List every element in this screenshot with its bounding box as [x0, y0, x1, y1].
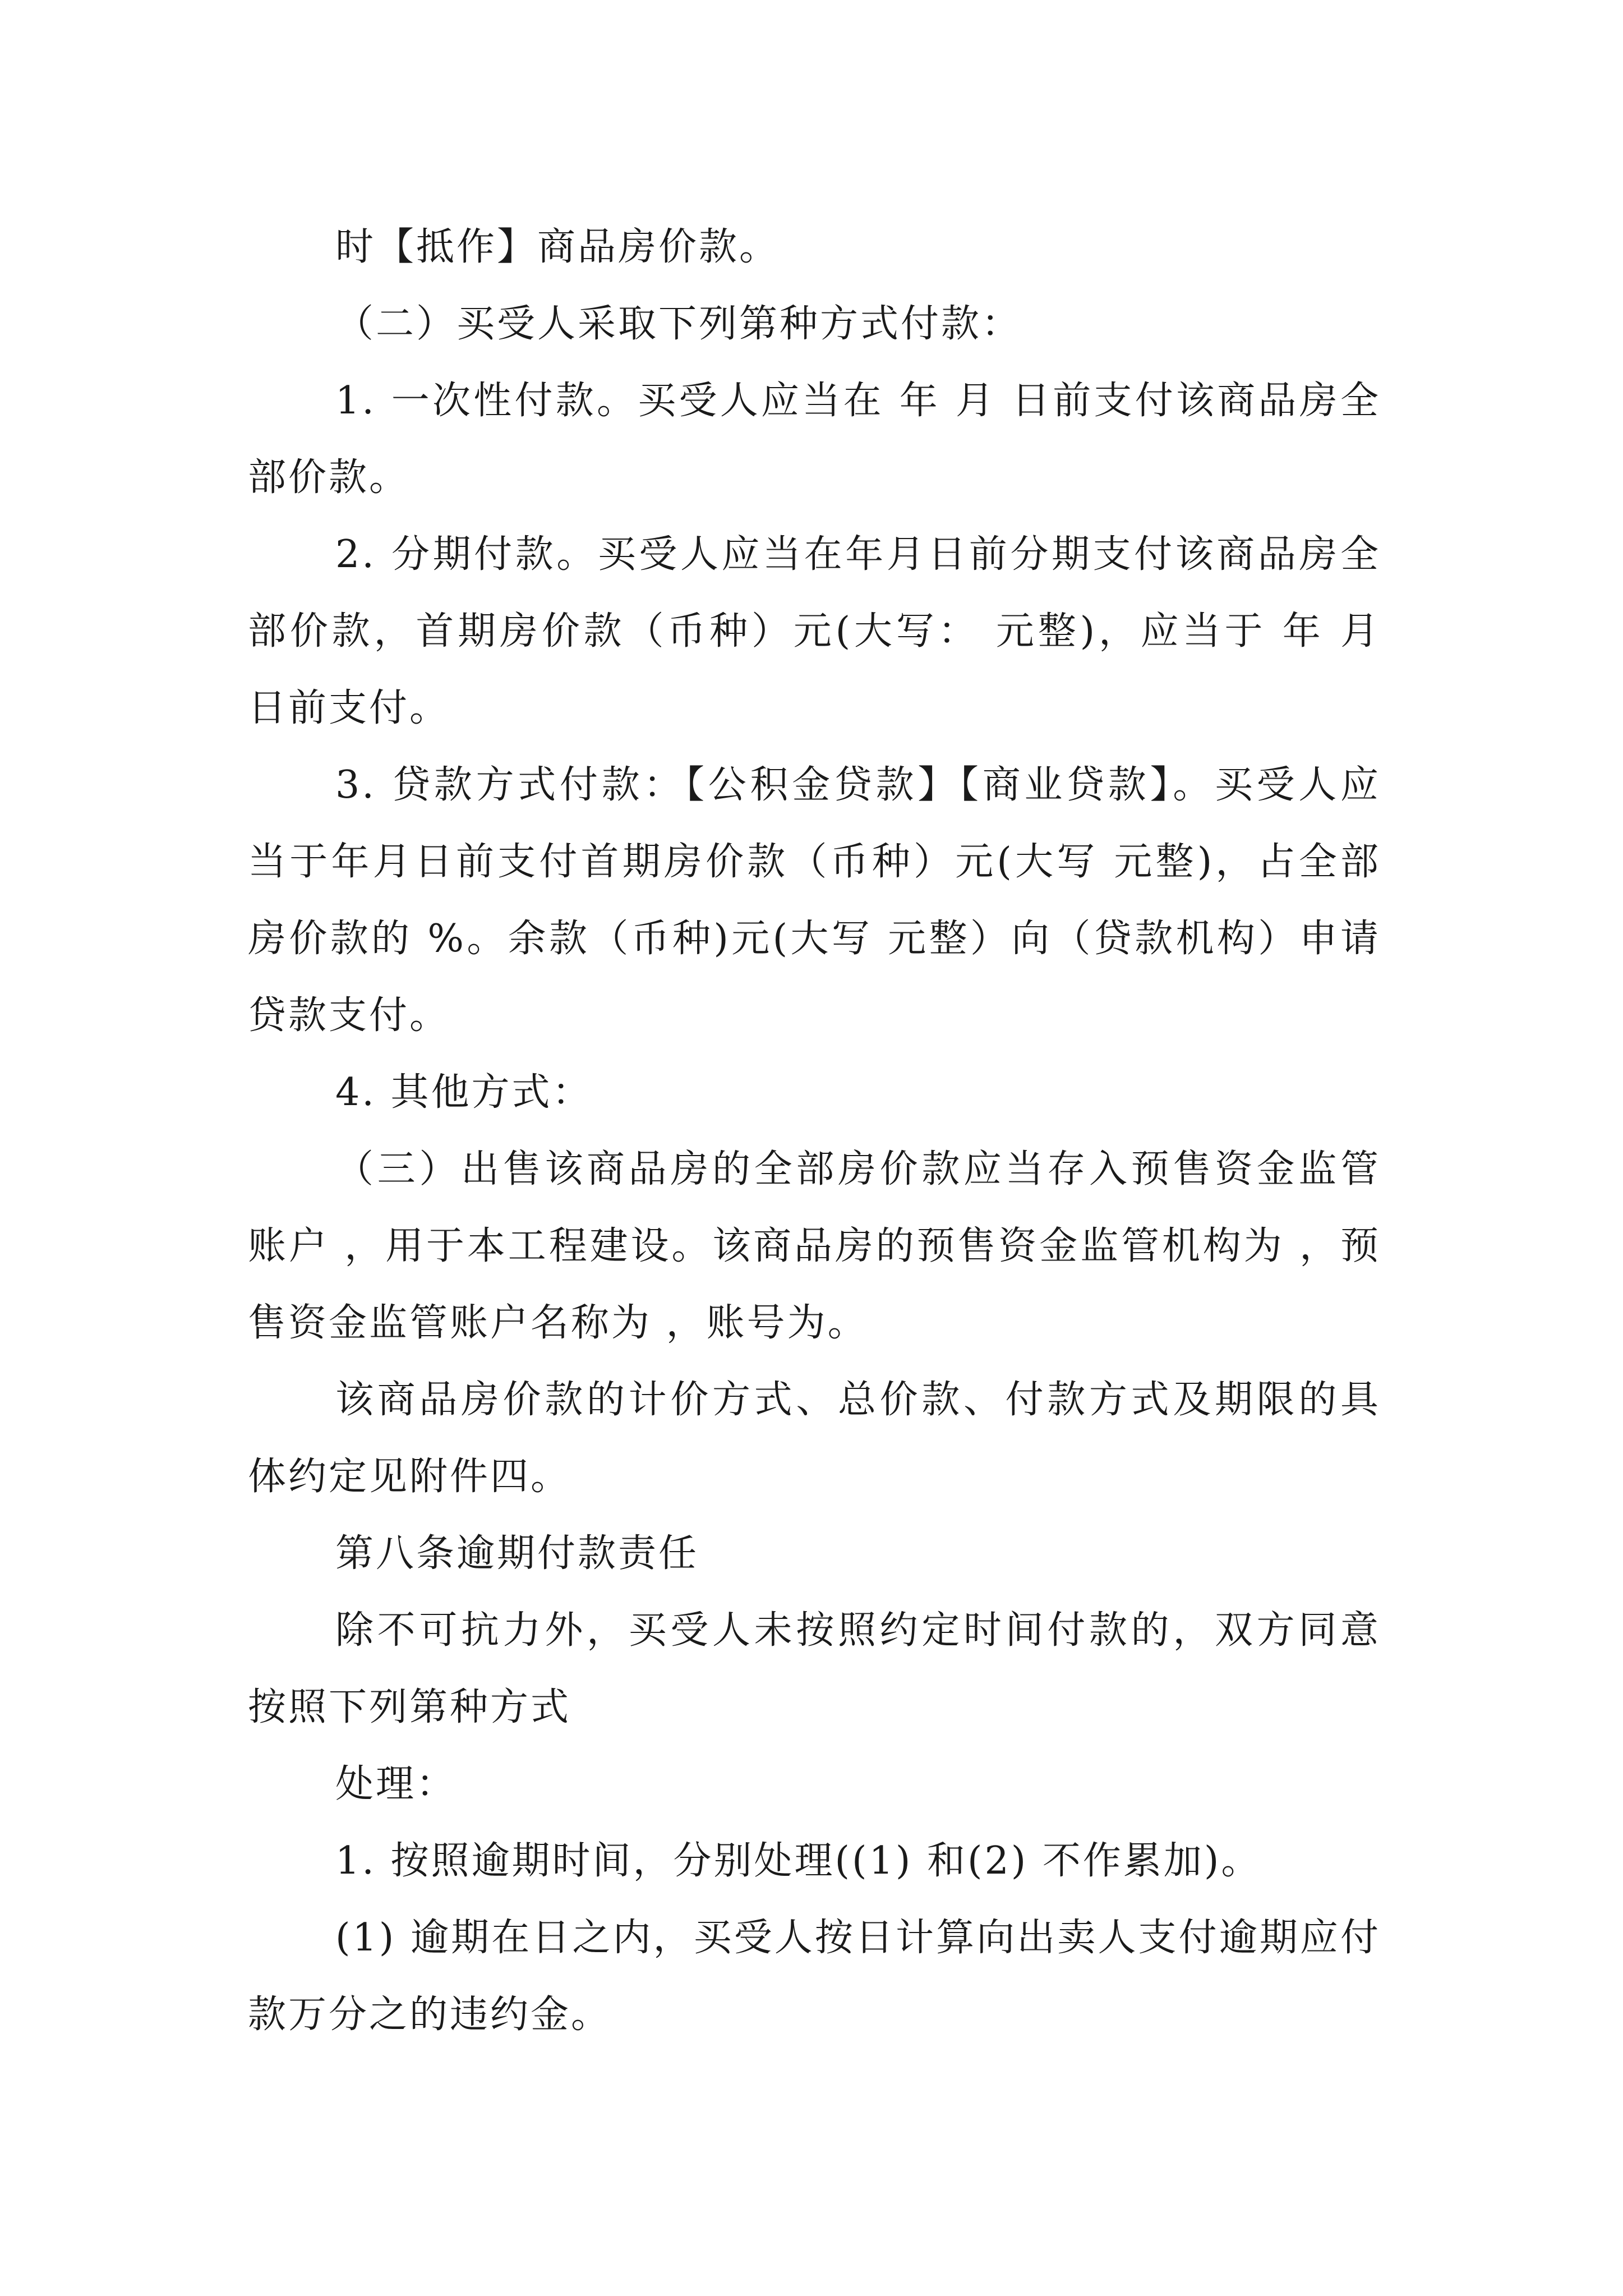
paragraph-installment-payment: 2. 分期付款。买受人应当在年月日前分期支付该商品房全部价款，首期房价款（币种）元(大写： 元整)，应当于 年 月 日前支付。 — [248, 532, 1395, 730]
document-body — [248, 209, 1395, 2053]
paragraph-escrow-account: （三）出售该商品房的全部房价款应当存入预售资金监管账户 ，用于本工程建设。该商品房的预售资金监管机构为 ，预售资金监管账户名称为 ，账号为。 — [248, 1147, 1381, 1345]
paragraph-loan-payment: 3. 贷款方式付款：【公积金贷款】【商业贷款】。买受人应当于年月日前支付首期房价款（币种）元(大写 元整)，占全部房价款的 %。余款（币种)元(大写 元整）向（贷款机构）申请贷款支付。 — [248, 763, 1381, 1038]
paragraph-overdue-penalty: (1) 逾期在日之内，买受人按日计算向出卖人支付逾期应付款万分之的违约金。 — [248, 1916, 1381, 2037]
paragraph-payment-offset: 时【抵作】商品房价款。 — [335, 225, 780, 269]
paragraph-force-majeure: 除不可抗力外，买受人未按照约定时间付款的，双方同意按照下列第种方式 — [248, 1608, 1381, 1729]
paragraph-annex-reference: 该商品房价款的计价方式、总价款、付款方式及期限的具体约定见附件四。 — [248, 1378, 1381, 1499]
paragraph-overdue-time: 1. 按照逾期时间，分别处理((1) 和(2) 不作累加)。 — [335, 1839, 1262, 1883]
article-heading-late-payment: 第八条逾期付款责任 — [335, 1531, 699, 1576]
paragraph-other-methods: 4. 其他方式： — [335, 1070, 593, 1115]
paragraph-payment-method-heading: （二）买受人采取下列第种方式付款： — [335, 302, 1022, 346]
paragraph-handling: 处理： — [335, 1762, 457, 1806]
paragraph-lump-sum-payment: 1. 一次性付款。买受人应当在 年 月 日前支付该商品房全部价款。 — [248, 379, 1381, 500]
